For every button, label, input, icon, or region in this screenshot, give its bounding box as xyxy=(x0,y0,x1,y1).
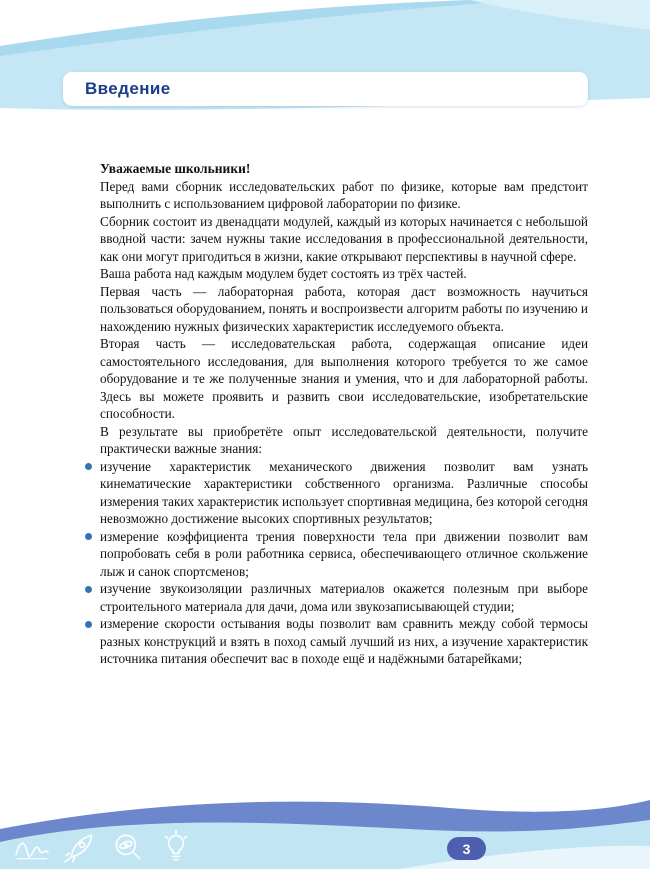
list-item xyxy=(100,458,588,528)
list-item-text: измерение коэффициента трения поверхности тела при движении позволит вам попробовать себя в роли работника сервиса, обеспечивающего отличное скольжение лыж и санок спортсменов; xyxy=(100,528,588,579)
list-item xyxy=(100,615,588,668)
paragraph: В результате вы приобретёте опыт исследовательской деятельности, получите практически важные знания: xyxy=(100,423,588,456)
sine-wave-icon xyxy=(14,828,50,866)
page-number-badge xyxy=(447,837,486,860)
footer-icon-row xyxy=(14,828,194,866)
list-item-text: изучение звукоизоляции различных материалов окажется полезным при выборе строительного материала для дачи, дома или звукозаписывающей студии; xyxy=(100,581,588,614)
section-title-box xyxy=(63,72,588,106)
header-wave xyxy=(0,0,650,135)
bullet-dot xyxy=(85,586,92,593)
bullet-dot xyxy=(85,463,92,470)
rocket-icon xyxy=(62,828,98,866)
lightbulb-icon xyxy=(158,828,194,866)
list-item xyxy=(100,528,588,581)
list-item-text: измерение скорости остывания воды позволит вам сравнить между собой термосы разных конструкций и взять в поход самый лучший из них, а изучение характеристик источника питания обеспечит вас в походе ещё и надёжными батарейками; xyxy=(100,616,588,666)
page-title: Введение xyxy=(85,79,171,98)
list-item xyxy=(100,580,588,615)
page-number: 3 xyxy=(462,840,471,857)
key-points-list xyxy=(100,458,588,668)
paragraph: Перед вами сборник исследовательских работ по физике, которые вам предстоит выполнить с использованием цифровой лаборатории по физике. xyxy=(100,178,588,211)
main-text xyxy=(100,160,588,668)
paragraph: Вторая часть — исследовательская работа, содержащая описание идеи самостоятельного исследования, для выполнения которого требуется то же самое оборудование и те же полученные знания и умения, что и для лабораторной работы. Здесь вы можете проявить и развить свои исследовательские, изобретательские способности. xyxy=(100,336,588,421)
list-item-text: изучение характеристик механического движения позволит вам узнать кинематические характеристики собственного организма. Различные способы измерения таких характеристик использует спортивная медицина, без которой сегодня невозможно достижение высоких спортивных результатов; xyxy=(100,458,588,526)
paragraph: Сборник состоит из двенадцати модулей, каждый из которых начинается с небольшой вводной части: зачем нужны такие исследования в профессиональной деятельности, как они могут пригодиться в жизни, какие открывают перспективы в научной сфере. xyxy=(100,213,588,264)
bullet-dot xyxy=(85,621,92,628)
magnifier-atom-icon xyxy=(110,828,146,866)
paragraph: Ваша работа над каждым модулем будет состоять из трёх частей. xyxy=(100,266,467,281)
paragraph: Первая часть — лабораторная работа, которая даст возможность научиться пользоваться оборудованием, понять и воспроизвести алгоритм работы по изучению и нахождению нужных физических характеристик исследуемого объекта. xyxy=(100,283,588,334)
greeting-heading: Уважаемые школьники! xyxy=(100,161,251,176)
bullet-dot xyxy=(85,533,92,540)
